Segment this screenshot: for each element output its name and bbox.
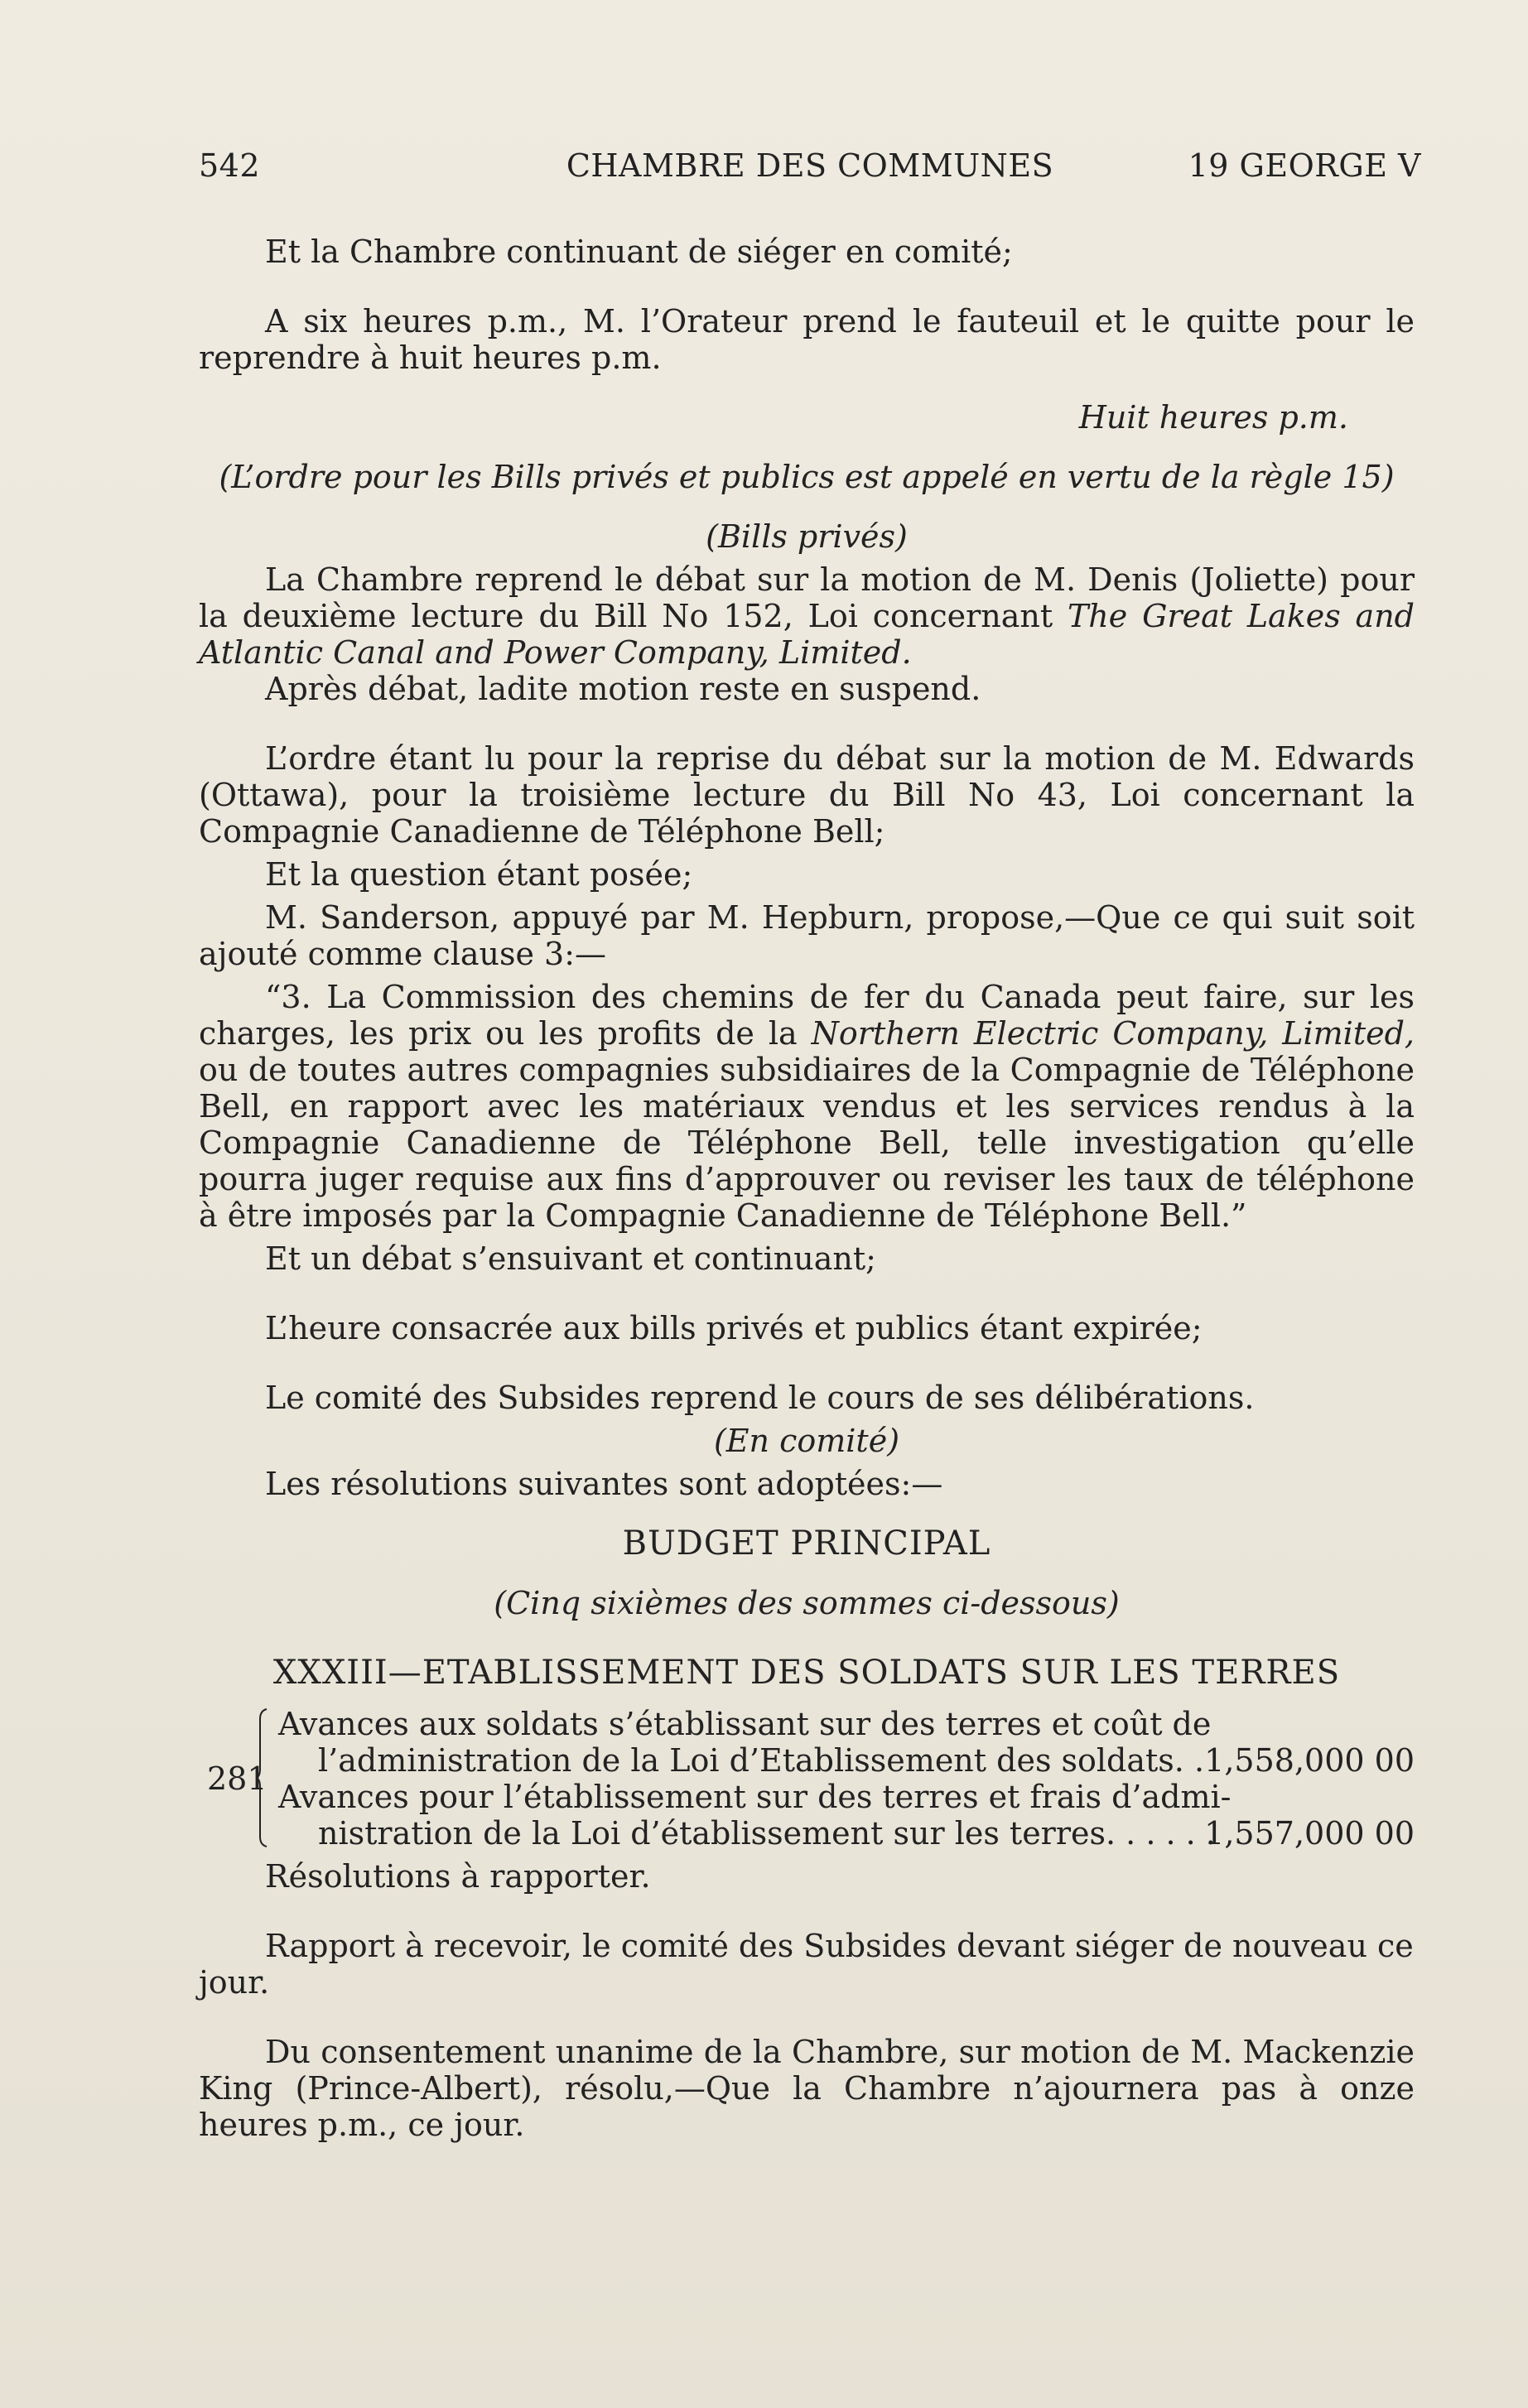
- vote-item-description: Avances pour l’établissement sur des terres et frais d’admi-: [278, 1779, 1232, 1815]
- budget-subheading: [199, 1585, 1415, 1621]
- paragraph: [199, 561, 1415, 671]
- paragraph: L’ordre étant lu pour la reprise du débat sur la motion de M. Edwards (Ottawa), pour la troisième lecture du Bill No 43, Loi concernant la Compagnie Canadienne de Téléphone Bell;: [199, 740, 1415, 850]
- paragraph: Du consentement unanime de la Chambre, sur motion de M. Mackenzie King (Prince-Albert), résolu,—Que la Chambre n’ajournera pas à onze heures p.m., ce jour.: [199, 2034, 1415, 2143]
- vote-item-description: Avances aux soldats s’établissant sur des terres et coût de: [278, 1706, 1212, 1742]
- vote-item-description: l’administration de la Loi d’Etablissement des soldats. .: [318, 1742, 1205, 1779]
- vote-item-amount: 1,557,000 00: [1204, 1815, 1415, 1852]
- company-name: Northern Electric Company, Limited,: [811, 1015, 1415, 1052]
- section-heading: XXXIII—ETABLISSEMENT DES SOLDATS SUR LES TERRES: [272, 1654, 1341, 1692]
- paragraph: Le comité des Subsides reprend le cours de ses délibérations.: [265, 1380, 1255, 1416]
- page-number: 542: [199, 147, 261, 184]
- order-heading: [199, 459, 1415, 495]
- budget-subheading-text: (Cinq sixièmes des sommes ci-dessous): [494, 1585, 1120, 1621]
- bills-prives-heading: [199, 518, 1415, 555]
- paragraph: L’heure consacrée aux bills privés et publics étant expirée;: [265, 1310, 1203, 1346]
- paragraph: Après débat, ladite motion reste en suspend.: [265, 671, 981, 707]
- paragraph: M. Sanderson, appuyé par M. Hepburn, propose,—Que ce qui suit soit ajouté comme clause 3:—: [199, 899, 1415, 972]
- time-heading: [199, 399, 1415, 436]
- en-comite-heading: [199, 1423, 1415, 1459]
- paragraph: Et la question étant posée;: [265, 856, 693, 893]
- clause-text: “3. La Commission des chemins de fer du Canada peut faire, sur les charges, les prix ou les profits de la: [199, 979, 1415, 1052]
- paragraph: Et la Chambre continuant de siéger en comité;: [265, 234, 1013, 270]
- paragraph-text: La Chambre reprend le débat sur la motion de M. Denis (Joliette) pour la deuxième lecture du Bill No 152, Loi concernant: [199, 561, 1415, 634]
- paragraph: Résolutions à rapporter.: [265, 1858, 651, 1895]
- paragraph: Rapport à recevoir, le comité des Subsides devant siéger de nouveau ce jour.: [199, 1928, 1414, 2001]
- clause-text: ou de toutes autres compagnies subsidiaires de la Compagnie de Téléphone Bell, en rapport avec les matériaux vendus et les services rendus à la Compagnie Canadienne de Téléphone Bell, telle investigation qu’elle pourra juger requise aux fins d’approuver ou reviser les taux de téléphone à être imposés par la Compagnie Canadienne de Téléphone Bell.”: [199, 1052, 1415, 1234]
- bills-prives-text: (Bills privés): [706, 518, 908, 555]
- brace-icon: [255, 1707, 268, 1848]
- running-title: CHAMBRE DES COMMUNES: [566, 147, 1054, 184]
- budget-heading: BUDGET PRINCIPAL: [622, 1524, 991, 1563]
- paragraph: Et un débat s’ensuivant et continuant;: [265, 1240, 876, 1277]
- vote-item-amount: 1,558,000 00: [1204, 1742, 1415, 1779]
- time-text: Huit heures p.m.: [1078, 399, 1348, 436]
- reign-label: 19 GEORGE V: [1188, 147, 1421, 184]
- amendment-clause: [199, 979, 1415, 1234]
- en-comite-text: (En comité): [713, 1423, 900, 1459]
- vote-item-description: nistration de la Loi d’établissement sur les terres. . . . . .: [318, 1815, 1216, 1852]
- page-header: [199, 147, 1421, 189]
- vote-table: [199, 1706, 1415, 1852]
- paragraph: Les résolutions suivantes sont adoptées:—: [265, 1466, 943, 1502]
- order-text: (L’ordre pour les Bills privés et publics est appelé en vertu de la règle 15): [219, 459, 1395, 495]
- page-body: [199, 234, 1415, 2143]
- paragraph: A six heures p.m., M. l’Orateur prend le fauteuil et le quitte pour le reprendre à huit heures p.m.: [199, 303, 1415, 376]
- vote-number: 281: [207, 1760, 268, 1797]
- company-name: The Great Lakes and Atlantic Canal and Power Company, Limited.: [199, 598, 1415, 671]
